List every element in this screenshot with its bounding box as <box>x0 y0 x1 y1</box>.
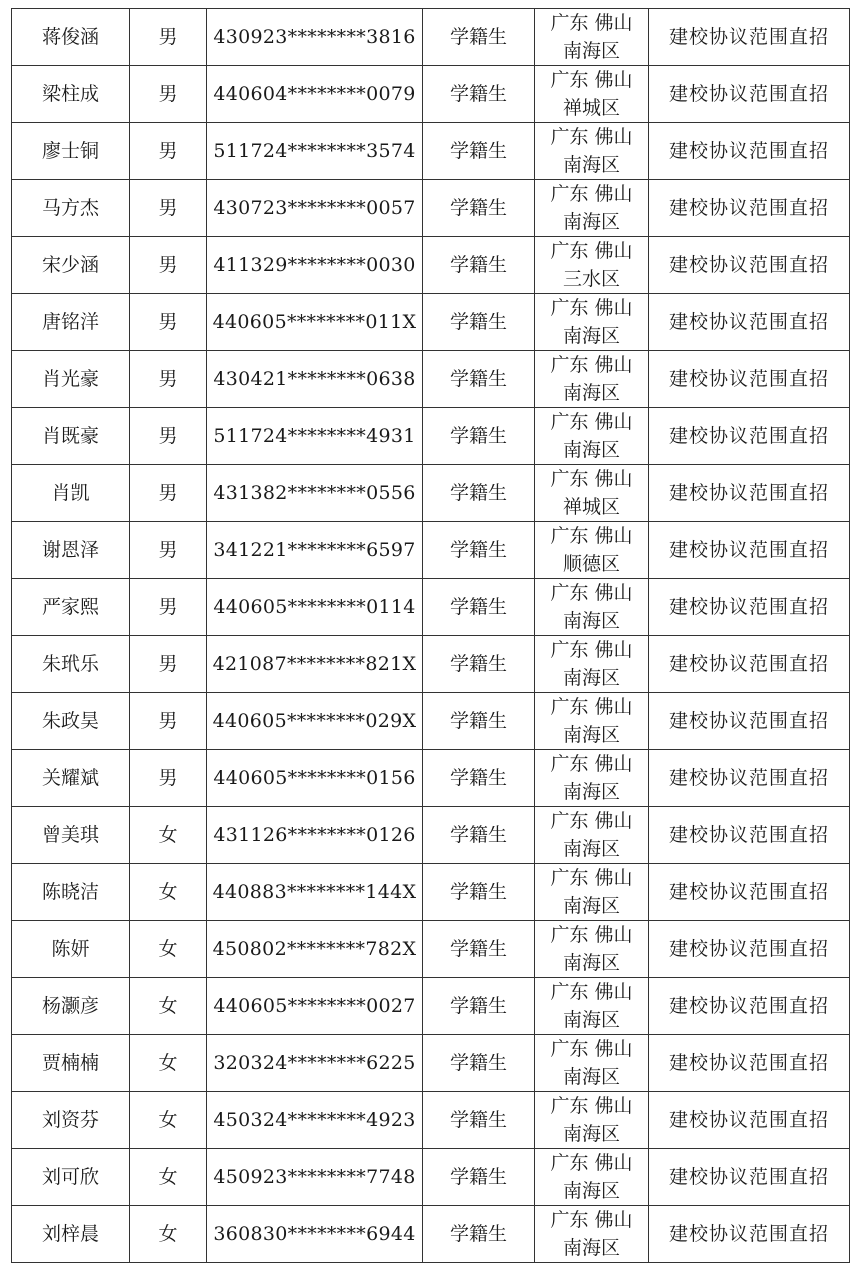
region-cell <box>535 237 649 294</box>
region-cell <box>535 294 649 351</box>
region-cell <box>535 807 649 864</box>
gender-cell: 男 <box>130 123 207 180</box>
table-row <box>12 807 850 864</box>
region-cell <box>535 1149 649 1206</box>
region-line-district: 南海区 <box>562 154 620 176</box>
table-row <box>12 9 850 66</box>
table-row <box>12 408 850 465</box>
enrollment-status-cell: 学籍生 <box>423 522 535 579</box>
region-line-province-city: 广东 佛山 <box>550 924 633 946</box>
region-line-province-city: 广东 佛山 <box>550 126 633 148</box>
gender-cell: 男 <box>130 180 207 237</box>
student-name-cell: 廖士铜 <box>12 123 130 180</box>
gender-cell: 女 <box>130 864 207 921</box>
table-row <box>12 978 850 1035</box>
table-row <box>12 522 850 579</box>
region-line-district: 禅城区 <box>562 496 620 518</box>
enrollment-status-cell: 学籍生 <box>423 1206 535 1263</box>
admission-type-cell: 建校协议范围直招 <box>649 522 850 579</box>
gender-cell: 男 <box>130 351 207 408</box>
region-cell <box>535 522 649 579</box>
region-line-district: 南海区 <box>562 1237 620 1259</box>
region-cell <box>535 978 649 1035</box>
region-cell <box>535 180 649 237</box>
student-name-cell: 蒋俊涵 <box>12 9 130 66</box>
gender-cell: 男 <box>130 408 207 465</box>
id-number-cell: 360830********6944 <box>207 1206 423 1263</box>
id-number-cell: 440605********029X <box>207 693 423 750</box>
admission-type-cell: 建校协议范围直招 <box>649 408 850 465</box>
table-row <box>12 750 850 807</box>
region-line-district: 禅城区 <box>562 97 620 119</box>
student-name-cell: 杨灏彦 <box>12 978 130 1035</box>
admission-type-cell: 建校协议范围直招 <box>649 123 850 180</box>
enrollment-status-cell: 学籍生 <box>423 66 535 123</box>
region-cell <box>535 1035 649 1092</box>
gender-cell: 女 <box>130 807 207 864</box>
gender-cell: 男 <box>130 693 207 750</box>
admission-type-cell: 建校协议范围直招 <box>649 921 850 978</box>
enrollment-status-cell: 学籍生 <box>423 864 535 921</box>
student-name-cell: 朱玳乐 <box>12 636 130 693</box>
region-line-province-city: 广东 佛山 <box>550 1209 633 1231</box>
roster-body <box>12 9 850 1263</box>
id-number-cell: 511724********3574 <box>207 123 423 180</box>
student-name-cell: 朱政昊 <box>12 693 130 750</box>
region-line-district: 南海区 <box>562 211 620 233</box>
region-line-district: 南海区 <box>562 382 620 404</box>
table-row <box>12 1206 850 1263</box>
student-name-cell: 陈晓洁 <box>12 864 130 921</box>
student-name-cell: 刘梓晨 <box>12 1206 130 1263</box>
region-line-province-city: 广东 佛山 <box>550 867 633 889</box>
region-line-province-city: 广东 佛山 <box>550 1152 633 1174</box>
student-name-cell: 马方杰 <box>12 180 130 237</box>
region-line-province-city: 广东 佛山 <box>550 1038 633 1060</box>
id-number-cell: 511724********4931 <box>207 408 423 465</box>
admission-type-cell: 建校协议范围直招 <box>649 750 850 807</box>
student-name-cell: 宋少涵 <box>12 237 130 294</box>
enrollment-status-cell: 学籍生 <box>423 180 535 237</box>
admission-type-cell: 建校协议范围直招 <box>649 636 850 693</box>
region-cell <box>535 351 649 408</box>
student-name-cell: 贾楠楠 <box>12 1035 130 1092</box>
id-number-cell: 440604********0079 <box>207 66 423 123</box>
table-row <box>12 294 850 351</box>
id-number-cell: 430421********0638 <box>207 351 423 408</box>
id-number-cell: 450324********4923 <box>207 1092 423 1149</box>
region-cell <box>535 921 649 978</box>
id-number-cell: 421087********821X <box>207 636 423 693</box>
table-row <box>12 237 850 294</box>
enrollment-status-cell: 学籍生 <box>423 693 535 750</box>
admission-type-cell: 建校协议范围直招 <box>649 1092 850 1149</box>
enrollment-status-cell: 学籍生 <box>423 294 535 351</box>
enrollment-status-cell: 学籍生 <box>423 1092 535 1149</box>
admission-type-cell: 建校协议范围直招 <box>649 237 850 294</box>
region-cell <box>535 1092 649 1149</box>
gender-cell: 男 <box>130 66 207 123</box>
id-number-cell: 440605********0114 <box>207 579 423 636</box>
admission-type-cell: 建校协议范围直招 <box>649 180 850 237</box>
admission-type-cell: 建校协议范围直招 <box>649 693 850 750</box>
region-cell <box>535 465 649 522</box>
id-number-cell: 430923********3816 <box>207 9 423 66</box>
student-name-cell: 肖光豪 <box>12 351 130 408</box>
gender-cell: 男 <box>130 237 207 294</box>
region-line-district: 三水区 <box>562 268 620 290</box>
table-row <box>12 636 850 693</box>
enrollment-status-cell: 学籍生 <box>423 579 535 636</box>
admission-type-cell: 建校协议范围直招 <box>649 1149 850 1206</box>
student-name-cell: 关耀斌 <box>12 750 130 807</box>
student-name-cell: 肖既豪 <box>12 408 130 465</box>
enrollment-status-cell: 学籍生 <box>423 351 535 408</box>
region-line-province-city: 广东 佛山 <box>550 354 633 376</box>
table-row <box>12 1092 850 1149</box>
enrollment-status-cell: 学籍生 <box>423 921 535 978</box>
admission-type-cell: 建校协议范围直招 <box>649 9 850 66</box>
region-line-province-city: 广东 佛山 <box>550 183 633 205</box>
region-line-district: 南海区 <box>562 1066 620 1088</box>
student-name-cell: 曾美琪 <box>12 807 130 864</box>
region-cell <box>535 693 649 750</box>
admission-type-cell: 建校协议范围直招 <box>649 579 850 636</box>
admission-type-cell: 建校协议范围直招 <box>649 1206 850 1263</box>
id-number-cell: 440883********144X <box>207 864 423 921</box>
region-line-province-city: 广东 佛山 <box>550 297 633 319</box>
region-cell <box>535 1206 649 1263</box>
table-row <box>12 465 850 522</box>
gender-cell: 女 <box>130 1149 207 1206</box>
gender-cell: 男 <box>130 636 207 693</box>
enrollment-status-cell: 学籍生 <box>423 9 535 66</box>
id-number-cell: 430723********0057 <box>207 180 423 237</box>
region-line-province-city: 广东 佛山 <box>550 411 633 433</box>
student-name-cell: 刘可欣 <box>12 1149 130 1206</box>
student-roster-table <box>11 8 850 1263</box>
table-row <box>12 864 850 921</box>
enrollment-status-cell: 学籍生 <box>423 123 535 180</box>
region-line-province-city: 广东 佛山 <box>550 12 633 34</box>
region-line-province-city: 广东 佛山 <box>550 981 633 1003</box>
table-row <box>12 1149 850 1206</box>
table-row <box>12 693 850 750</box>
region-cell <box>535 123 649 180</box>
table-row <box>12 1035 850 1092</box>
region-line-province-city: 广东 佛山 <box>550 696 633 718</box>
student-name-cell: 刘资芬 <box>12 1092 130 1149</box>
region-cell <box>535 579 649 636</box>
gender-cell: 男 <box>130 750 207 807</box>
enrollment-status-cell: 学籍生 <box>423 636 535 693</box>
student-name-cell: 梁柱成 <box>12 66 130 123</box>
region-line-district: 南海区 <box>562 952 620 974</box>
table-row <box>12 579 850 636</box>
gender-cell: 男 <box>130 465 207 522</box>
region-cell <box>535 750 649 807</box>
region-line-district: 南海区 <box>562 667 620 689</box>
table-row <box>12 921 850 978</box>
region-cell <box>535 9 649 66</box>
region-line-province-city: 广东 佛山 <box>550 468 633 490</box>
id-number-cell: 450923********7748 <box>207 1149 423 1206</box>
gender-cell: 女 <box>130 1092 207 1149</box>
table-row <box>12 123 850 180</box>
id-number-cell: 450802********782X <box>207 921 423 978</box>
admission-type-cell: 建校协议范围直招 <box>649 294 850 351</box>
id-number-cell: 431382********0556 <box>207 465 423 522</box>
student-name-cell: 谢恩泽 <box>12 522 130 579</box>
table-row <box>12 351 850 408</box>
id-number-cell: 341221********6597 <box>207 522 423 579</box>
region-line-district: 南海区 <box>562 439 620 461</box>
region-line-district: 南海区 <box>562 1180 620 1202</box>
gender-cell: 女 <box>130 921 207 978</box>
admission-type-cell: 建校协议范围直招 <box>649 1035 850 1092</box>
region-line-district: 南海区 <box>562 724 620 746</box>
id-number-cell: 411329********0030 <box>207 237 423 294</box>
student-name-cell: 陈妍 <box>12 921 130 978</box>
admission-type-cell: 建校协议范围直招 <box>649 978 850 1035</box>
gender-cell: 女 <box>130 1206 207 1263</box>
admission-type-cell: 建校协议范围直招 <box>649 351 850 408</box>
region-line-district: 南海区 <box>562 325 620 347</box>
id-number-cell: 440605********0156 <box>207 750 423 807</box>
region-line-province-city: 广东 佛山 <box>550 639 633 661</box>
enrollment-status-cell: 学籍生 <box>423 408 535 465</box>
gender-cell: 男 <box>130 579 207 636</box>
enrollment-status-cell: 学籍生 <box>423 750 535 807</box>
table-row <box>12 66 850 123</box>
region-line-province-city: 广东 佛山 <box>550 582 633 604</box>
gender-cell: 男 <box>130 522 207 579</box>
region-cell <box>535 636 649 693</box>
region-line-province-city: 广东 佛山 <box>550 240 633 262</box>
student-name-cell: 唐铭洋 <box>12 294 130 351</box>
region-line-district: 南海区 <box>562 838 620 860</box>
admission-type-cell: 建校协议范围直招 <box>649 66 850 123</box>
enrollment-status-cell: 学籍生 <box>423 978 535 1035</box>
admission-type-cell: 建校协议范围直招 <box>649 807 850 864</box>
admission-type-cell: 建校协议范围直招 <box>649 864 850 921</box>
gender-cell: 女 <box>130 1035 207 1092</box>
enrollment-status-cell: 学籍生 <box>423 1149 535 1206</box>
student-name-cell: 严家熙 <box>12 579 130 636</box>
admission-type-cell: 建校协议范围直招 <box>649 465 850 522</box>
region-line-province-city: 广东 佛山 <box>550 1095 633 1117</box>
region-line-district: 南海区 <box>562 1009 620 1031</box>
id-number-cell: 431126********0126 <box>207 807 423 864</box>
region-line-province-city: 广东 佛山 <box>550 810 633 832</box>
gender-cell: 女 <box>130 978 207 1035</box>
region-line-district: 顺德区 <box>562 553 620 575</box>
table-row <box>12 180 850 237</box>
region-line-district: 南海区 <box>562 895 620 917</box>
enrollment-status-cell: 学籍生 <box>423 807 535 864</box>
region-line-district: 南海区 <box>562 781 620 803</box>
region-line-province-city: 广东 佛山 <box>550 69 633 91</box>
region-line-province-city: 广东 佛山 <box>550 525 633 547</box>
id-number-cell: 320324********6225 <box>207 1035 423 1092</box>
enrollment-status-cell: 学籍生 <box>423 1035 535 1092</box>
enrollment-status-cell: 学籍生 <box>423 237 535 294</box>
region-line-province-city: 广东 佛山 <box>550 753 633 775</box>
region-line-district: 南海区 <box>562 40 620 62</box>
region-cell <box>535 408 649 465</box>
id-number-cell: 440605********011X <box>207 294 423 351</box>
gender-cell: 男 <box>130 294 207 351</box>
region-line-district: 南海区 <box>562 1123 620 1145</box>
region-cell <box>535 66 649 123</box>
region-line-district: 南海区 <box>562 610 620 632</box>
id-number-cell: 440605********0027 <box>207 978 423 1035</box>
enrollment-status-cell: 学籍生 <box>423 465 535 522</box>
region-cell <box>535 864 649 921</box>
gender-cell: 男 <box>130 9 207 66</box>
student-name-cell: 肖凯 <box>12 465 130 522</box>
